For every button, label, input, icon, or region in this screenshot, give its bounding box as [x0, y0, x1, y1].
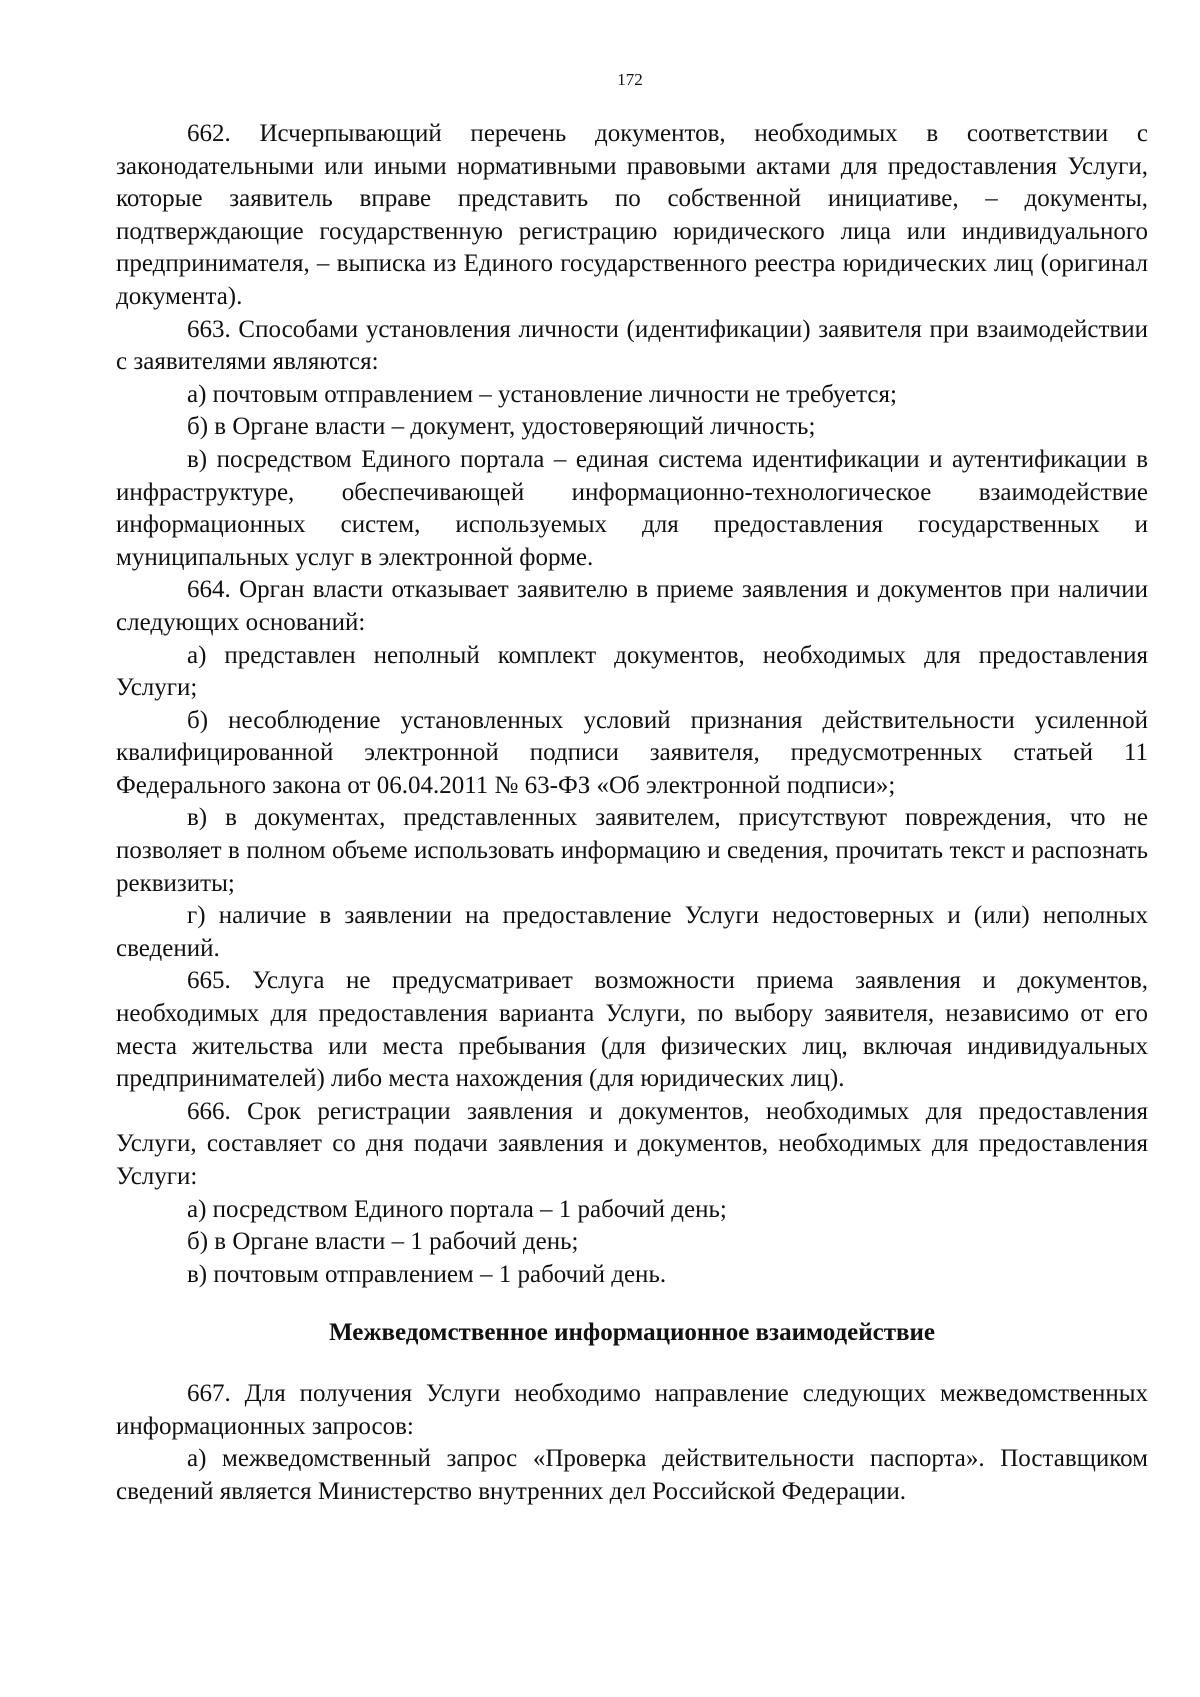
list-item-667-a: а) межведомственный запрос «Проверка действительности паспорта». Поставщиком сведений является Министерство внутренних дел Российской Федерации.: [116, 1445, 1148, 1505]
document-body: [116, 118, 1148, 1508]
list-item-663-b: б) в Органе власти – документ, удостоверяющий личность;: [187, 413, 816, 441]
page-number: 172: [617, 70, 643, 89]
list-item-666-b: б) в Органе власти – 1 рабочий день;: [187, 1228, 579, 1256]
paragraph-664: 664. Орган власти отказывает заявителю в приеме заявления и документов при наличии следующих оснований:: [116, 576, 1148, 636]
paragraph-665: 665. Услуга не предусматривает возможности приема заявления и документов, необходимых для предоставления варианта Услуги, по выбору заявителя, независимо от его места жительства или места пребывания (для физических лиц, включая индивидуальных предпринимателей) либо места нахождения (для юридических лиц).: [116, 967, 1148, 1093]
paragraph-666: 666. Срок регистрации заявления и документов, необходимых для предоставления Услуги, составляет со дня подачи заявления и документов, необходимых для предоставления Услуги:: [116, 1097, 1148, 1190]
list-item-664-g: г) наличие в заявлении на предоставление Услуги недостоверных и (или) неполных сведений.: [116, 902, 1148, 962]
paragraph-663: 663. Способами установления личности (идентификации) заявителя при взаимодействии с заявителями являются:: [116, 315, 1148, 376]
list-item-666-a: а) посредством Единого портала – 1 рабочий день;: [187, 1195, 727, 1223]
paragraph-667: 667. Для получения Услуги необходимо направление следующих межведомственных информационных запросов:: [116, 1379, 1148, 1440]
list-item-664-b: б) несоблюдение установленных условий признания действительности усиленной квалифицированной электронной подписи заявителя, предусмотренных статьей 11 Федерального закона от 06.04.2011 № 63-ФЗ «Об электронной подписи»;: [116, 706, 1148, 799]
list-item-664-a: а) представлен неполный комплект документов, необходимых для предоставления Услуги;: [116, 641, 1148, 702]
section-heading: Межведомственное информационное взаимодействие: [329, 1319, 935, 1347]
list-item-664-v: в) в документах, представленных заявителем, присутствуют повреждения, что не позволяет в полном объеме использовать информацию и сведения, прочитать текст и распознать реквизиты;: [116, 804, 1148, 897]
list-item-663-v: в) посредством Единого портала – единая система идентификации и аутентификации в инфраструктуре, обеспечивающей информационно-технологическое взаимодействие информационных систем, используемых для предоставления государственных и муниципальных услуг в электронной форме.: [116, 445, 1148, 571]
list-item-666-v: в) почтовым отправлением – 1 рабочий день.: [187, 1260, 667, 1288]
paragraph-662: 662. Исчерпывающий перечень документов, необходимых в соответствии с законодательными или иными нормативными правовыми актами для предоставления Услуги, которые заявитель вправе представить по собственной инициативе, – документы, подтверждающие государственную регистрацию юридического лица или индивидуального предпринимателя, – выписка из Единого государственного реестра юридических лиц (оригинал документа).: [116, 120, 1148, 310]
list-item-663-a: а) почтовым отправлением – установление личности не требуется;: [187, 380, 897, 408]
